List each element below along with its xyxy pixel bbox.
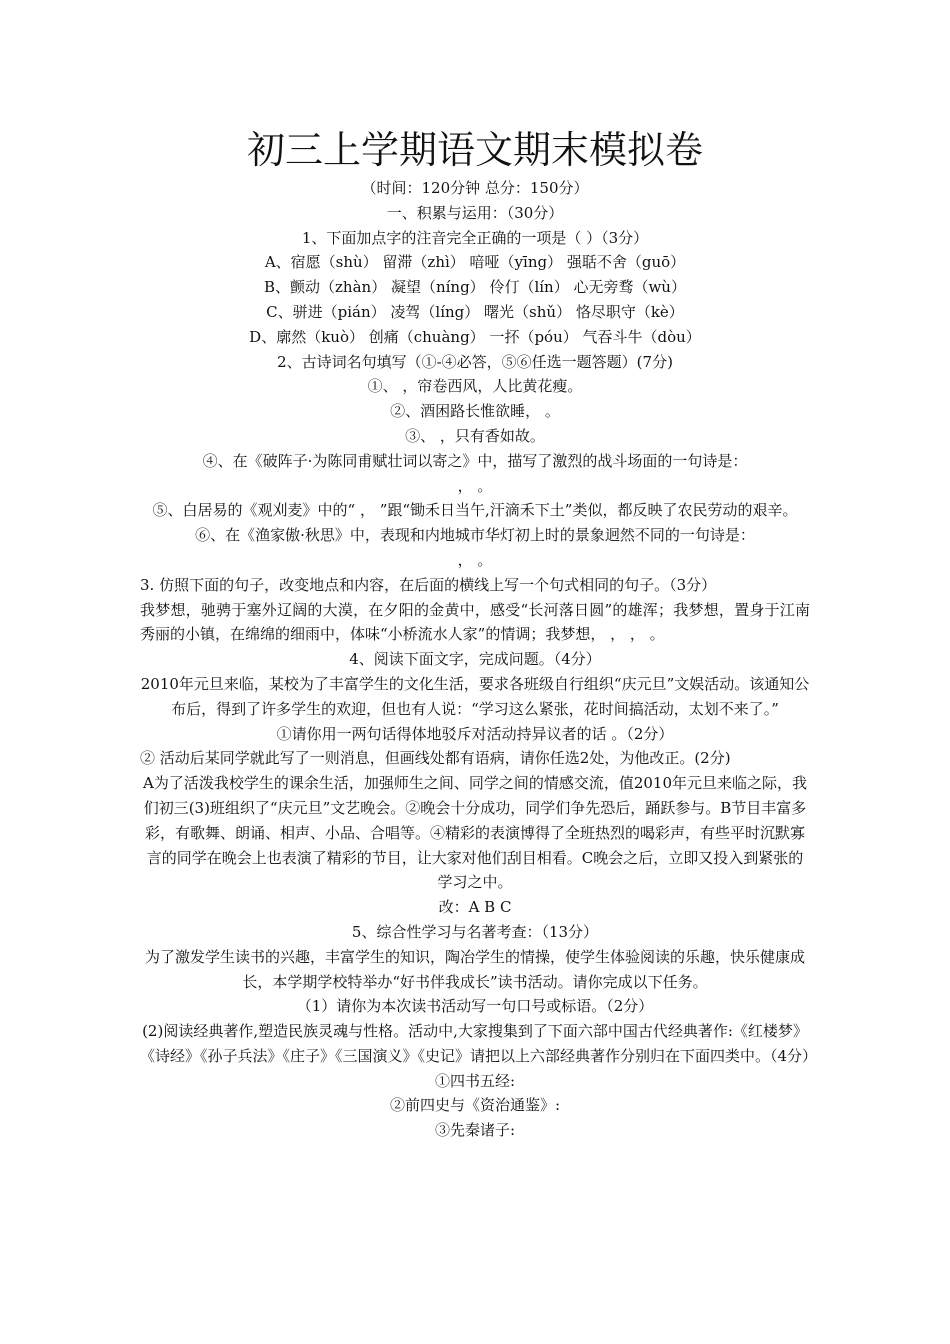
q2-line-5: ⑤、白居易的《观刈麦》中的“ ， ”跟“锄禾日当午,汗滴禾下土”类似，都反映了农民劳动的艰辛。: [152, 501, 798, 520]
q5-category-1: ①四书五经:: [434, 1071, 516, 1090]
q2-line-6: ⑥、在《渔家傲·秋思》中，表现和内地城市华灯初上时的景象迥然不同的一句诗是：: [195, 526, 755, 545]
q2-line-3: ③、 ，只有香如故。: [405, 426, 545, 445]
exam-subtitle: （时间：120分钟 总分：150分）: [361, 179, 589, 197]
q2-line-6-blank: ， 。: [457, 550, 493, 569]
q2-line-1: ①、 ，帘卷西风，人比黄花瘦。: [367, 377, 583, 396]
q2-line-2: ②、酒困路长惟欲睡， 。: [390, 402, 560, 421]
q5-category-2: ②前四史与《资治通鉴》:: [389, 1096, 561, 1115]
q2-line-4-blank: ， 。: [457, 476, 493, 495]
q4-text: 2010年元旦来临，某校为了丰富学生的文化生活，要求各班级自行组织“庆元旦”文娱活动。该通知公布后，得到了许多学生的欢迎，但也有人说：“学习这么紧张，花时间搞活动，太划不来了。”: [140, 674, 810, 718]
q5-sub-1: （1）请你为本次读书活动写一句口号或标语。（2分）: [296, 997, 654, 1016]
q4-fix: 改：A B C: [438, 898, 512, 917]
section-heading: 一、积累与运用：（30分）: [386, 203, 564, 222]
q4-passage: A为了活泼我校学生的课余生活，加强师生之间、同学之间的情感交流，值2010年元旦来临之际，我们初三(3)班组织了“庆元旦”文艺晚会。②晚会十分成功，同学们争先恐后，踊跃参与。B节目丰富多彩，有歌舞、朗诵、相声、小品、合唱等。④精彩的表演博得了全班热烈的喝彩声，有些平时沉默寡言的同学在晚会上也表演了精彩的节目，让大家对他们刮目相看。C晚会之后，立即又投入到紧张的学习之中。: [142, 774, 807, 892]
q3-text: 我梦想，驰骋于塞外辽阔的大漠，在夕阳的金黄中，感受“长河落日圆”的雄浑；我梦想，置身于江南秀丽的小镇，在绵绵的细雨中，体味“小桥流水人家”的情调；我梦想， ， ， 。: [140, 600, 810, 644]
exam-title: 初三上学期语文期末模拟卷: [246, 128, 703, 172]
q1-option-d: D、廓然（kuò） 创痛（chuàng） 一抔（póu） 气吞斗牛（dòu）: [249, 327, 701, 346]
q4-sub-1: ①请你用一两句话得体地驳斥对活动持异议者的话 。（2分）: [276, 724, 674, 743]
q5-intro: 为了激发学生读书的兴趣，丰富学生的知识，陶冶学生的情操，使学生体验阅读的乐趣，快乐健康成长，本学期学校特举办“好书伴我成长”读书活动。请你完成以下任务。: [144, 947, 805, 991]
q3-stem: 3. 仿照下面的句子，改变地点和内容，在后面的横线上写一个句式相同的句子。（3分）: [140, 575, 717, 594]
q1-stem: 1、下面加点字的注音完全正确的一项是（ ）（3分）: [301, 228, 649, 247]
q1-option-c: C、骈进（pián） 凌驾（líng） 曙光（shǔ） 恪尽职守（kè）: [266, 302, 684, 321]
q2-line-4: ④、在《破阵子·为陈同甫赋壮词以寄之》中，描写了激烈的战斗场面的一句诗是：: [202, 451, 748, 470]
q4-stem: 4、阅读下面文字，完成问题。（4分）: [349, 650, 601, 669]
q2-stem: 2、古诗词名句填写（①-④必答，⑤⑥任选一题答题）(7分): [277, 352, 673, 371]
q5-category-3: ③先秦诸子:: [434, 1121, 516, 1140]
q1-option-b: B、颤动（zhàn） 凝望（níng） 伶仃（lín） 心无旁骛（wù）: [264, 278, 686, 297]
q4-sub-2: ② 活动后某同学就此写了一则消息，但画线处都有语病，请你任选2处，为他改正。(2分): [140, 749, 731, 768]
q5-stem: 5、综合性学习与名著考查：（13分）: [351, 922, 599, 941]
q1-option-a: A、宿愿（shù） 留滞（zhì） 喑哑（yīng） 强聒不舍（guō）: [264, 253, 686, 272]
q5-sub-2: (2)阅读经典著作,塑造民族灵魂与性格。活动中,大家搜集到了下面六部中国古代经典著作:《红楼梦》《诗经》《孙子兵法》《庄子》《三国演义》《史记》请把以上六部经典著作分别归在下面四类中。（4分）: [140, 1022, 818, 1065]
exam-content: [140, 176, 818, 1143]
